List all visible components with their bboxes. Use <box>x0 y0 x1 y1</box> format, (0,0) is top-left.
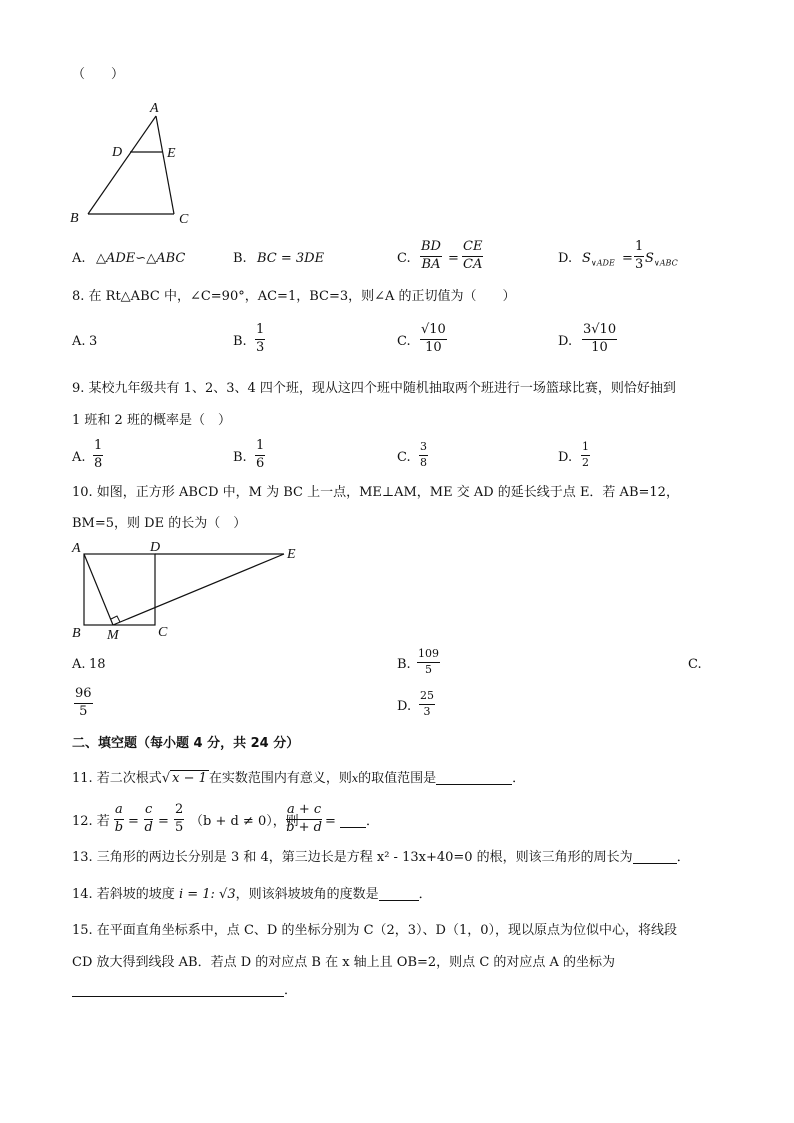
q12-f4-num: a + c <box>287 802 322 817</box>
q12-frac4 <box>286 803 322 834</box>
section-title-fill-blank: 二、填空题（每小题 4 分，共 24 分） <box>72 736 300 751</box>
q7-triangle-figure <box>62 96 202 231</box>
q9-option-d-letter: D. <box>558 450 573 465</box>
q7-c-frac2-den: CA <box>463 256 483 272</box>
q10-label-d: D <box>150 540 161 555</box>
q12-eq2: = <box>158 814 169 829</box>
q8-option-a-text: 3 <box>89 334 98 349</box>
q7-d-s2-sub: ∨ABC <box>653 258 678 268</box>
q10-option-c-frac <box>74 687 93 718</box>
q15-end: ． <box>284 983 298 998</box>
q9-b-den: 6 <box>256 455 265 471</box>
q10-stem-line2: BM=5，则 DE 的长为（ ） <box>72 516 247 531</box>
q7-label-c: C <box>179 212 189 227</box>
q11-suffix: 的取值范围是 <box>358 771 437 786</box>
q12-f1-den: b <box>114 819 124 835</box>
q11-answer-blank[interactable] <box>436 784 512 785</box>
q8-option-c-frac <box>420 323 447 354</box>
q9-c-den: 8 <box>420 455 427 469</box>
q14-suffix: ，则该斜坡坡角的度数是 <box>235 887 379 902</box>
q10-b-den: 5 <box>425 662 432 676</box>
q7-c-frac1-den: BA <box>421 256 441 272</box>
q9-d-num: 1 <box>582 440 589 453</box>
q10-option-b-letter: B. <box>397 657 411 672</box>
q11-radical: √ x − 1 <box>161 771 207 786</box>
q9-option-a-frac <box>93 439 103 470</box>
q12-eq3: = <box>325 814 336 829</box>
q9-option-b-frac <box>255 439 265 470</box>
q10-d-den: 3 <box>423 704 431 718</box>
q12-end: ． <box>366 814 380 829</box>
q14-line <box>72 888 432 901</box>
q7-option-c-frac2 <box>462 240 483 271</box>
q9-option-c-letter: C. <box>397 450 411 465</box>
q8-option-b-letter: B. <box>233 334 247 349</box>
q7-d-s2: $S_{\vee ABC}$ <box>645 251 678 268</box>
q9-a-den: 8 <box>94 455 103 471</box>
q11-end: ． <box>512 771 526 786</box>
q9-c-num: 3 <box>420 440 427 453</box>
q10-option-a-text: 18 <box>89 657 106 672</box>
q10-c-num: 96 <box>75 686 92 701</box>
q10-option-d-frac <box>419 690 435 717</box>
q7-option-d-letter: D. <box>558 251 573 266</box>
q10-label-m: M <box>107 628 119 643</box>
q9-a-num: 1 <box>94 438 103 453</box>
q9-d-den: 2 <box>582 455 589 469</box>
q9-option-d-frac <box>581 441 590 468</box>
q12-prefix: 12. 若 <box>72 814 110 829</box>
q12-frac2 <box>144 803 153 834</box>
q10-option-a-letter: A. <box>72 657 86 672</box>
q8-option-c-letter: C. <box>397 334 411 349</box>
q7-option-d-frac <box>634 240 644 271</box>
q8-d-num: 3√10 <box>583 322 617 337</box>
q7-label-e: E <box>167 146 176 161</box>
q9-stem-line1: 9. 某校九年级共有 1、2、3、4 四个班，现从这四个班中随机抽取两个班进行一场篮球比赛，则恰好抽到 <box>72 381 676 396</box>
q7-label-a: A <box>150 101 159 116</box>
q8-option-d-letter: D. <box>558 334 573 349</box>
q10-option-c-letter: C. <box>688 657 702 672</box>
q10-label-a: A <box>72 541 81 556</box>
q7-option-c-frac1 <box>420 240 442 271</box>
q13-text: 13. 三角形的两边长分别是 3 和 4，第三边长是方程 x² - 13x+40=0 的根，则该三角形的周长为 <box>72 850 633 865</box>
q14-slope: i = 1: √3 <box>178 887 236 902</box>
q15-line1: 15. 在平面直角坐标系中，点 C、D 的坐标分别为 C（2，3）、D（1，0），现以原点为位似中心，将线段 <box>72 923 678 938</box>
q13-line <box>72 851 690 864</box>
q12-f1-num: a <box>115 802 123 817</box>
q8-b-num: 1 <box>256 322 265 337</box>
q7-d-frac-den: 3 <box>635 256 644 272</box>
q14-answer-blank[interactable] <box>379 900 419 901</box>
q12-f3-num: 2 <box>175 802 184 817</box>
q12-f2-num: c <box>145 802 153 817</box>
q7-option-b-letter: B. <box>233 251 247 266</box>
q14-prefix: 14. 若斜坡的坡度 <box>72 887 175 902</box>
q15-line2: CD 放大得到线段 AB．若点 D 的对应点 B 在 x 轴上且 OB=2，则点 C 的对应点 A 的坐标为 <box>72 955 616 970</box>
q14-end: ． <box>418 887 432 902</box>
q12-frac3 <box>174 803 184 834</box>
q15-answer-blank[interactable] <box>72 996 284 997</box>
q8-option-b-frac <box>255 323 265 354</box>
q10-d-num: 25 <box>420 689 434 702</box>
q12-answer-line <box>340 815 379 828</box>
q7-option-b-text: BC = 3DE <box>257 251 325 266</box>
q12-answer-blank[interactable] <box>340 827 366 828</box>
q9-b-num: 1 <box>256 438 265 453</box>
q11-prefix: 11. 若二次根式 <box>72 771 162 786</box>
q9-stem-line2: 1 班和 2 班的概率是（ ） <box>72 413 231 428</box>
q12-f4-den: b + d <box>286 819 322 835</box>
q7-option-a-letter: A. <box>72 251 86 266</box>
q10-label-e: E <box>287 547 296 562</box>
q10-option-d-letter: D. <box>397 699 412 714</box>
q12-f3-den: 5 <box>175 819 184 835</box>
q10-b-num: 109 <box>418 647 439 660</box>
q10-square-figure <box>66 536 316 646</box>
q9-option-b-letter: B. <box>233 450 247 465</box>
q12-eq1: = <box>128 814 139 829</box>
q8-d-den: 10 <box>591 339 608 355</box>
q10-stem-line1: 10. 如图，正方形 ABCD 中，M 为 BC 上一点，ME⊥AM，ME 交 AD 的延长线于点 E．若 AB=12， <box>72 485 679 500</box>
q7-option-c-letter: C. <box>397 251 411 266</box>
q7-d-s1: $S_{\vee ADE}$ <box>582 251 615 268</box>
q7-c-frac2-num: CE <box>463 239 483 254</box>
q7-d-eq: = <box>622 251 633 266</box>
q8-c-den: 10 <box>425 339 442 355</box>
q12-cond: （b + d ≠ 0），则 <box>190 814 299 829</box>
q12-f2-den: d <box>144 819 153 835</box>
q10-c-den: 5 <box>79 703 88 719</box>
q12-frac1 <box>114 803 124 834</box>
q7-c-frac1-num: BD <box>421 239 441 254</box>
q8-option-a-letter: A. <box>72 334 86 349</box>
q7-d-frac-num: 1 <box>635 239 644 254</box>
q11-var: x <box>351 772 359 785</box>
q7-option-a-text: △ADE∽△ABC <box>96 251 186 266</box>
q10-label-b: B <box>72 626 81 641</box>
q10-option-b-frac <box>417 648 440 675</box>
q13-answer-blank[interactable] <box>633 863 677 864</box>
q8-stem: 8. 在 Rt△ABC 中，∠C=90°，AC=1，BC=3，则∠A 的正切值为（ ） <box>72 289 516 304</box>
q7-c-eq: = <box>448 251 459 266</box>
q8-option-d-frac <box>582 323 617 354</box>
q10-label-c: C <box>158 625 168 640</box>
q7-label-d: D <box>112 145 123 160</box>
q11-line <box>72 772 525 785</box>
q9-option-c-frac <box>419 441 428 468</box>
q15-answer-line <box>72 984 297 997</box>
q7-label-b: B <box>70 211 79 226</box>
q8-b-den: 3 <box>256 339 265 355</box>
q7-d-s1-sub: ∨ADE <box>590 258 615 268</box>
q11-middle: 在实数范围内有意义，则 <box>208 771 352 786</box>
q13-end: ． <box>676 850 690 865</box>
q9-option-a-letter: A. <box>72 450 86 465</box>
q8-c-num: √10 <box>421 322 446 337</box>
top-answer-paren: （ ） <box>72 67 125 82</box>
